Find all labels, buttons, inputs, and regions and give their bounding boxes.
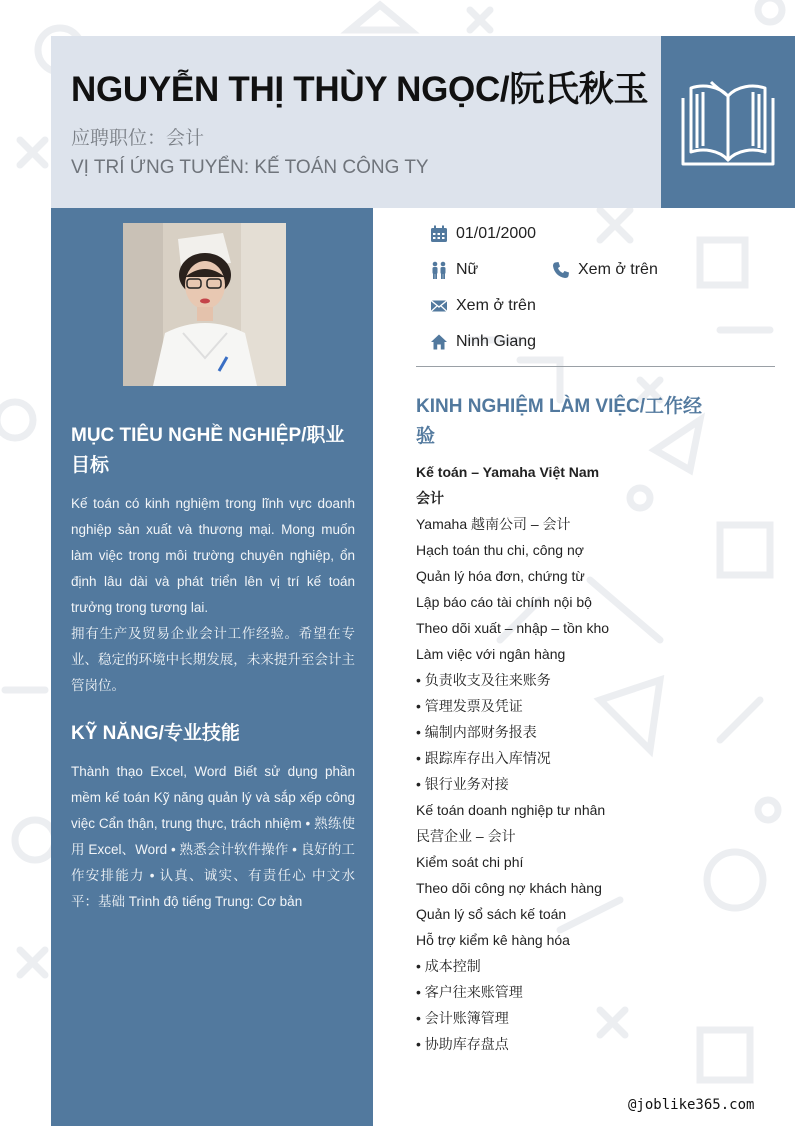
gender-row <box>430 261 478 279</box>
list-item: Theo dõi xuất – nhập – tồn kho <box>416 620 610 636</box>
list-item: 民营企业 – 会计 <box>416 828 516 844</box>
list-item: Quản lý sổ sách kế toán <box>416 906 567 922</box>
footer-site[interactable]: @joblike365.com <box>628 1097 755 1113</box>
skills-title: KỸ NĂNG/专业技能 <box>71 723 240 744</box>
list-item: • 客户往来账管理 <box>416 984 523 1000</box>
divider <box>416 366 775 367</box>
list-item: Quản lý hóa đơn, chứng từ <box>416 568 585 584</box>
list-item: Làm việc với ngân hàng <box>416 646 566 662</box>
experience-list <box>416 459 756 1057</box>
birthday-row <box>430 225 536 243</box>
position-chinese: 应聘职位：会计 <box>71 128 205 149</box>
list-item: Kế toán doanh nghiệp tư nhân <box>416 802 606 818</box>
list-item: Kiểm soát chi phí <box>416 854 524 870</box>
phone-row <box>552 261 658 279</box>
candidate-name: NGUYỄN THỊ THÙY NGỌC/阮氏秋玉 <box>71 70 649 109</box>
email-row <box>430 297 536 315</box>
profile-photo <box>123 223 286 386</box>
list-item: Hỗ trợ kiểm kê hàng hóa <box>416 932 570 948</box>
address-row <box>430 333 536 351</box>
list-item: Lập báo cáo tài chính nội bộ <box>416 594 592 610</box>
list-item: • 编制内部财务报表 <box>416 724 537 740</box>
experience-title: KINH NGHIỆM LÀM VIỆC/工作经验 <box>416 396 703 447</box>
phone-icon <box>552 261 570 279</box>
list-item: Hạch toán thu chi, công nợ <box>416 542 584 558</box>
mail-icon <box>430 297 448 315</box>
sidebar <box>51 208 373 1126</box>
birthday-value: 01/01/2000 <box>456 225 537 242</box>
objective-text-chinese: 拥有生产及贸易企业会计工作经验。希望在专业、稳定的环境中长期发展，未来提升至会计主管岗位。 <box>71 626 355 693</box>
list-item: Theo dõi công nợ khách hàng <box>416 880 602 896</box>
open-book-icon <box>681 74 775 168</box>
objective-text: Kế toán có kinh nghiệm trong lĩnh vực doanh nghiệp sản xuất và thương mại. Mong muốn làm việc trong môi trường chuyên nghiệp, ổn định lâu dài và phát triển lên vị trí kế toán trưởng trong tương lai. <box>71 496 355 615</box>
address-value: Ninh Giang <box>456 333 537 350</box>
list-item: • 跟踪库存出入库情况 <box>416 750 551 766</box>
objective-title: MỤC TIÊU NGHỀ NGHIỆP/职业目标 <box>71 425 345 476</box>
logo-box <box>661 36 795 208</box>
position-vietnamese: VỊ TRÍ ỨNG TUYỂN: KẾ TOÁN CÔNG TY <box>71 157 429 178</box>
list-item: • 管理发票及凭证 <box>416 698 523 714</box>
skills-text: Thành thạo Excel, Word Biết sử dụng phần mềm kế toán Kỹ năng quản lý và sắp xếp công việc Cẩn thận, trung thực, trách nhiệm • 熟练使用 Excel、Word • 熟悉会计软件操作 • 良好的工作安排能力 • 认真、诚实、有责任心 中文水平：基础 Trình độ tiếng Trung: Cơ bản <box>71 764 355 909</box>
email-value: Xem ở trên <box>456 297 536 314</box>
list-item: • 协助库存盘点 <box>416 1036 509 1052</box>
portrait-illustration <box>123 223 286 386</box>
gender-value: Nữ <box>456 261 479 278</box>
home-icon <box>430 333 448 351</box>
list-item: 会计 <box>416 490 444 506</box>
list-item: • 银行业务对接 <box>416 776 509 792</box>
list-item: • 成本控制 <box>416 958 481 974</box>
header <box>51 36 661 208</box>
phone-value: Xem ở trên <box>578 261 658 278</box>
calendar-icon <box>430 225 448 243</box>
list-item: • 会计账簿管理 <box>416 1010 509 1026</box>
people-icon <box>430 261 448 279</box>
list-item: Kế toán – Yamaha Việt Nam <box>416 464 600 480</box>
list-item: • 负责收支及往来账务 <box>416 672 551 688</box>
list-item: Yamaha 越南公司 – 会计 <box>416 516 571 532</box>
